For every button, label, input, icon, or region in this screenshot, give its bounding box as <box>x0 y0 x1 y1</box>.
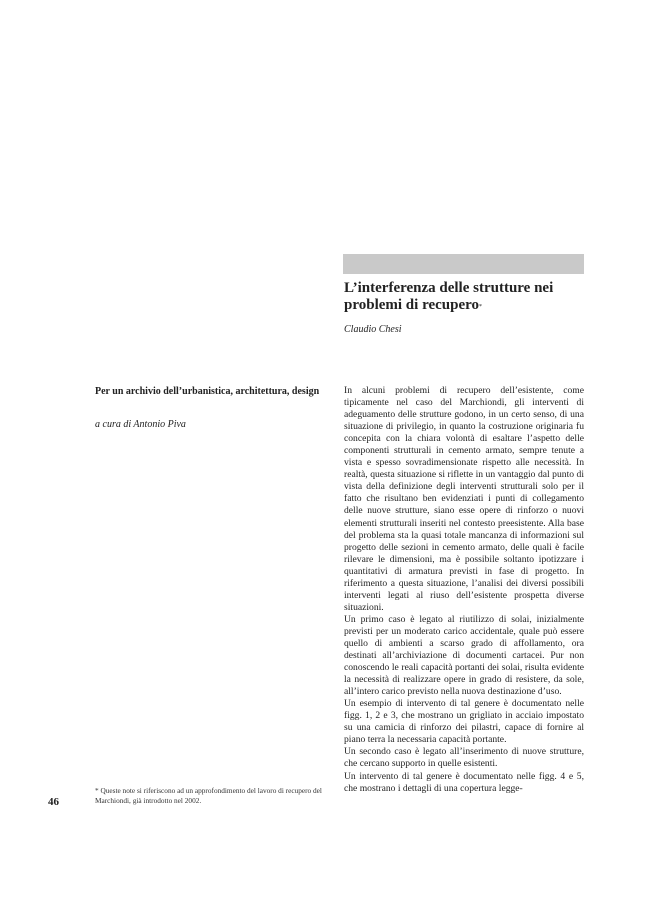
article-title-text: L’interferenza delle strutture nei problemi di recupero <box>344 280 554 313</box>
footnote-marker: * <box>479 304 482 310</box>
footnote: * Queste note si riferiscono ad un approfondimento del lavoro di recupero del Marchiondi, già introdotto nel 2002. <box>95 786 322 805</box>
page-number: 46 <box>48 796 59 808</box>
series-editor: a cura di Antonio Piva <box>95 419 186 430</box>
title-header-bar <box>343 254 584 274</box>
body-paragraph: Un esempio di intervento di tal genere è documentato nelle figg. 1, 2 e 3, che mostrano un grigliato in acciaio impostato su una camicia di rinforzo dei pilastri, capace di fornire al piano terra la necessaria capacità portante. <box>344 698 584 746</box>
article-author: Claudio Chesi <box>344 324 402 335</box>
body-paragraph: In alcuni problemi di recupero dell’esistente, come tipicamente nel caso del Marchiondi, gli interventi di adeguamento delle strutture godono, in un certo senso, di una situazione di privilegio, in quanto la costruzione originaria fu concepita con la chiara volontà di esaltare l’aspetto delle componenti strutturali in cemento armato, sempre tenute a vista e spesso sovradimensionate rispetto alle necessità. In realtà, questa situazione si riflette in un vantaggio dal punto di vista della definizione degli interventi strutturali solo per il fatto che risultano ben evidenziati i punti di collegamento delle nuove strutture, siano esse opere di rinforzo o nuovi elementi strutturali inseriti nel contesto preesistente. Alla base del problema sta la quasi totale mancanza di informazioni sul progetto delle sezioni in cemento armato, delle quali è facile rilevare le dimensioni, ma è possibile soltanto ipotizzare i quantitativi di armatura previsti in fase di progetto. In riferimento a questa situazione, l’analisi dei diversi possibili interventi legati al riuso dell’esistente prospetta diverse situazioni. <box>344 385 584 613</box>
body-paragraph: Un primo caso è legato al riutilizzo di solai, inizialmente previsti per un moderato carico accidentale, quale può essere quello di ambienti a scarso grado di affollamento, ora destinati all’archiviazione di documenti cartacei. Pur non conoscendo le reali capacità portanti dei solai, risulta evidente la necessità di realizzare opere in grado di resistere, da sole, all’intero carico previsto nella nuova destinazione d’uso. <box>344 613 584 698</box>
article-body <box>344 385 584 795</box>
body-paragraph: Un secondo caso è legato all’inserimento di nuove strutture, che cercano supporto in quelle esistenti. <box>344 746 584 770</box>
body-paragraph: Un intervento di tal genere è documentato nelle figg. 4 e 5, che mostrano i dettagli di una copertura legge- <box>344 770 584 794</box>
article-title <box>344 280 589 314</box>
series-title: Per un archivio dell’urbanistica, architettura, design <box>95 386 320 397</box>
